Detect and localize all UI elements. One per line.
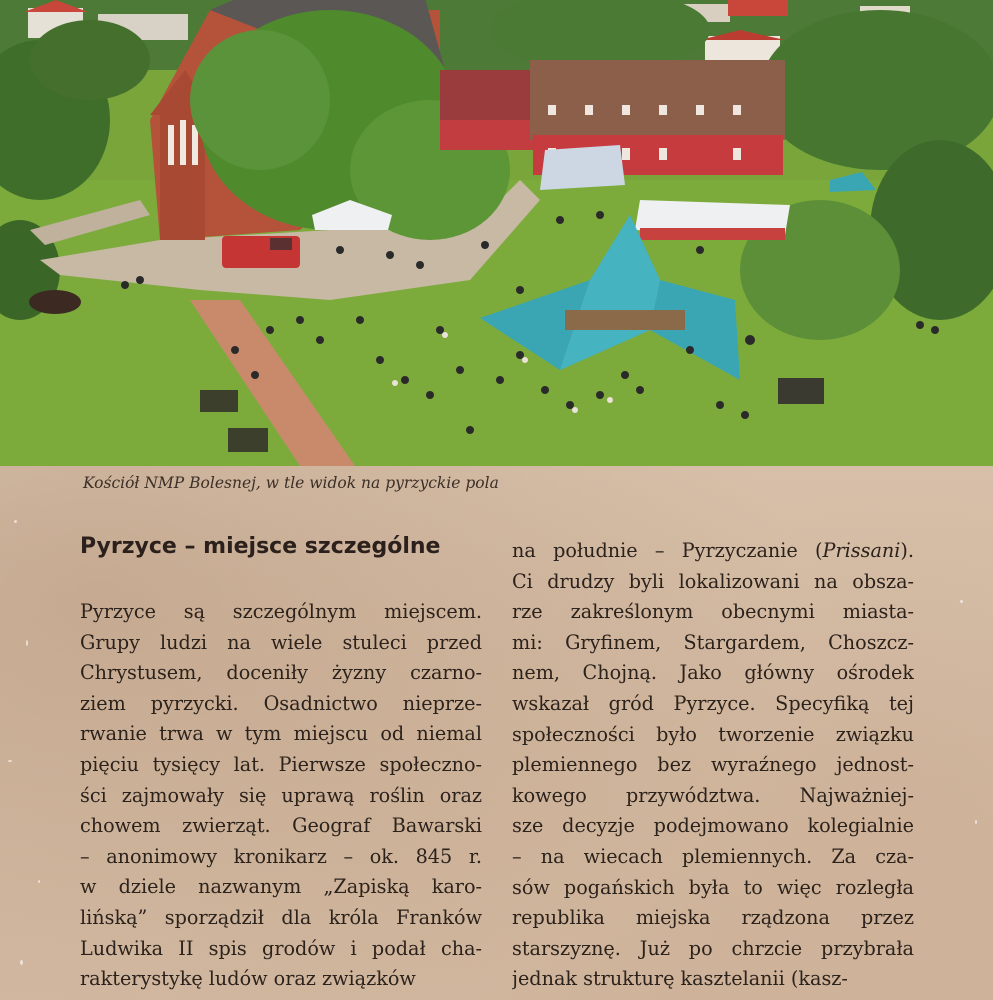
text-line: pięciu tysięcy lat. Pierwsze społeczno- xyxy=(80,752,482,776)
text-line: mi: Gryfinem, Stargardem, Choszcz- xyxy=(512,630,914,654)
text-line: rze zakreślonym obecnymi miasta- xyxy=(512,600,914,624)
text-line: społeczności było tworzenie związku xyxy=(512,722,914,746)
text-fragment: na południe – Pyrzyczanie ( xyxy=(512,539,823,562)
text-line: ści zajmowały się uprawą roślin oraz xyxy=(80,783,482,807)
paper-speck xyxy=(14,520,17,523)
text-line: lińską” sporządził dla króla Franków xyxy=(80,905,482,929)
text-line: rakterystykę ludów oraz związków xyxy=(80,967,416,991)
photo-caption: Kościół NMP Bolesnej, w tle widok na pyrzyckie pola xyxy=(83,474,499,492)
text-line: Ludwika II spis grodów i podał cha- xyxy=(80,936,482,960)
text-line-first xyxy=(512,536,914,567)
text-fragment: ). xyxy=(900,539,914,562)
article-column-right xyxy=(512,536,914,995)
aerial-photo xyxy=(0,0,993,466)
paper-speck xyxy=(960,600,963,603)
text-line: w dziele nazwanym „Zapiską karo- xyxy=(80,875,482,899)
italic-term: Prissani xyxy=(822,539,901,562)
paper-speck xyxy=(20,960,23,965)
text-line: jednak strukturę kasztelanii (kasz- xyxy=(512,967,848,991)
text-line: starszyznę. Już po chrzcie przybrała xyxy=(512,936,914,960)
article-column-left xyxy=(80,597,482,995)
text-line: chowem zwierząt. Geograf Bawarski xyxy=(80,814,482,838)
article-heading: Pyrzyce – miejsce szczególne xyxy=(80,534,441,559)
text-line: plemiennego bez wyraźnego jednost- xyxy=(512,753,914,777)
text-line: ziem pyrzycki. Osadnictwo nieprze- xyxy=(80,691,482,715)
paper-speck xyxy=(8,760,12,762)
text-line: – na wiecach plemiennych. Za cza- xyxy=(512,844,914,868)
paper-speck xyxy=(975,820,977,824)
text-line: sze decyzje podejmowano kolegialnie xyxy=(512,814,914,838)
text-line: Pyrzyce są szczególnym miejscem. xyxy=(80,600,482,623)
aerial-photo-illustration xyxy=(0,0,993,466)
text-line: nem, Chojną. Jako główny ośrodek xyxy=(512,661,914,685)
text-line: sów pogańskich była to więc rozległa xyxy=(512,875,914,899)
text-line: rwanie trwa w tym miejscu od niemal xyxy=(80,722,482,746)
paper-speck xyxy=(38,880,40,883)
text-line: Grupy ludzi na wiele stuleci przed xyxy=(80,630,482,654)
text-line: kowego przywództwa. Najważniej- xyxy=(512,783,914,807)
text-line: republika miejska rządzona przez xyxy=(512,906,914,930)
text-line: Ci drudzy byli lokalizowani na obsza- xyxy=(512,569,914,593)
paper-speck xyxy=(26,640,28,646)
text-line: – anonimowy kronikarz – ok. 845 r. xyxy=(80,844,482,868)
text-line: wskazał gród Pyrzyce. Specyfiką tej xyxy=(512,691,914,715)
text-line: Chrystusem, doceniły żyzny czarno- xyxy=(80,661,482,685)
